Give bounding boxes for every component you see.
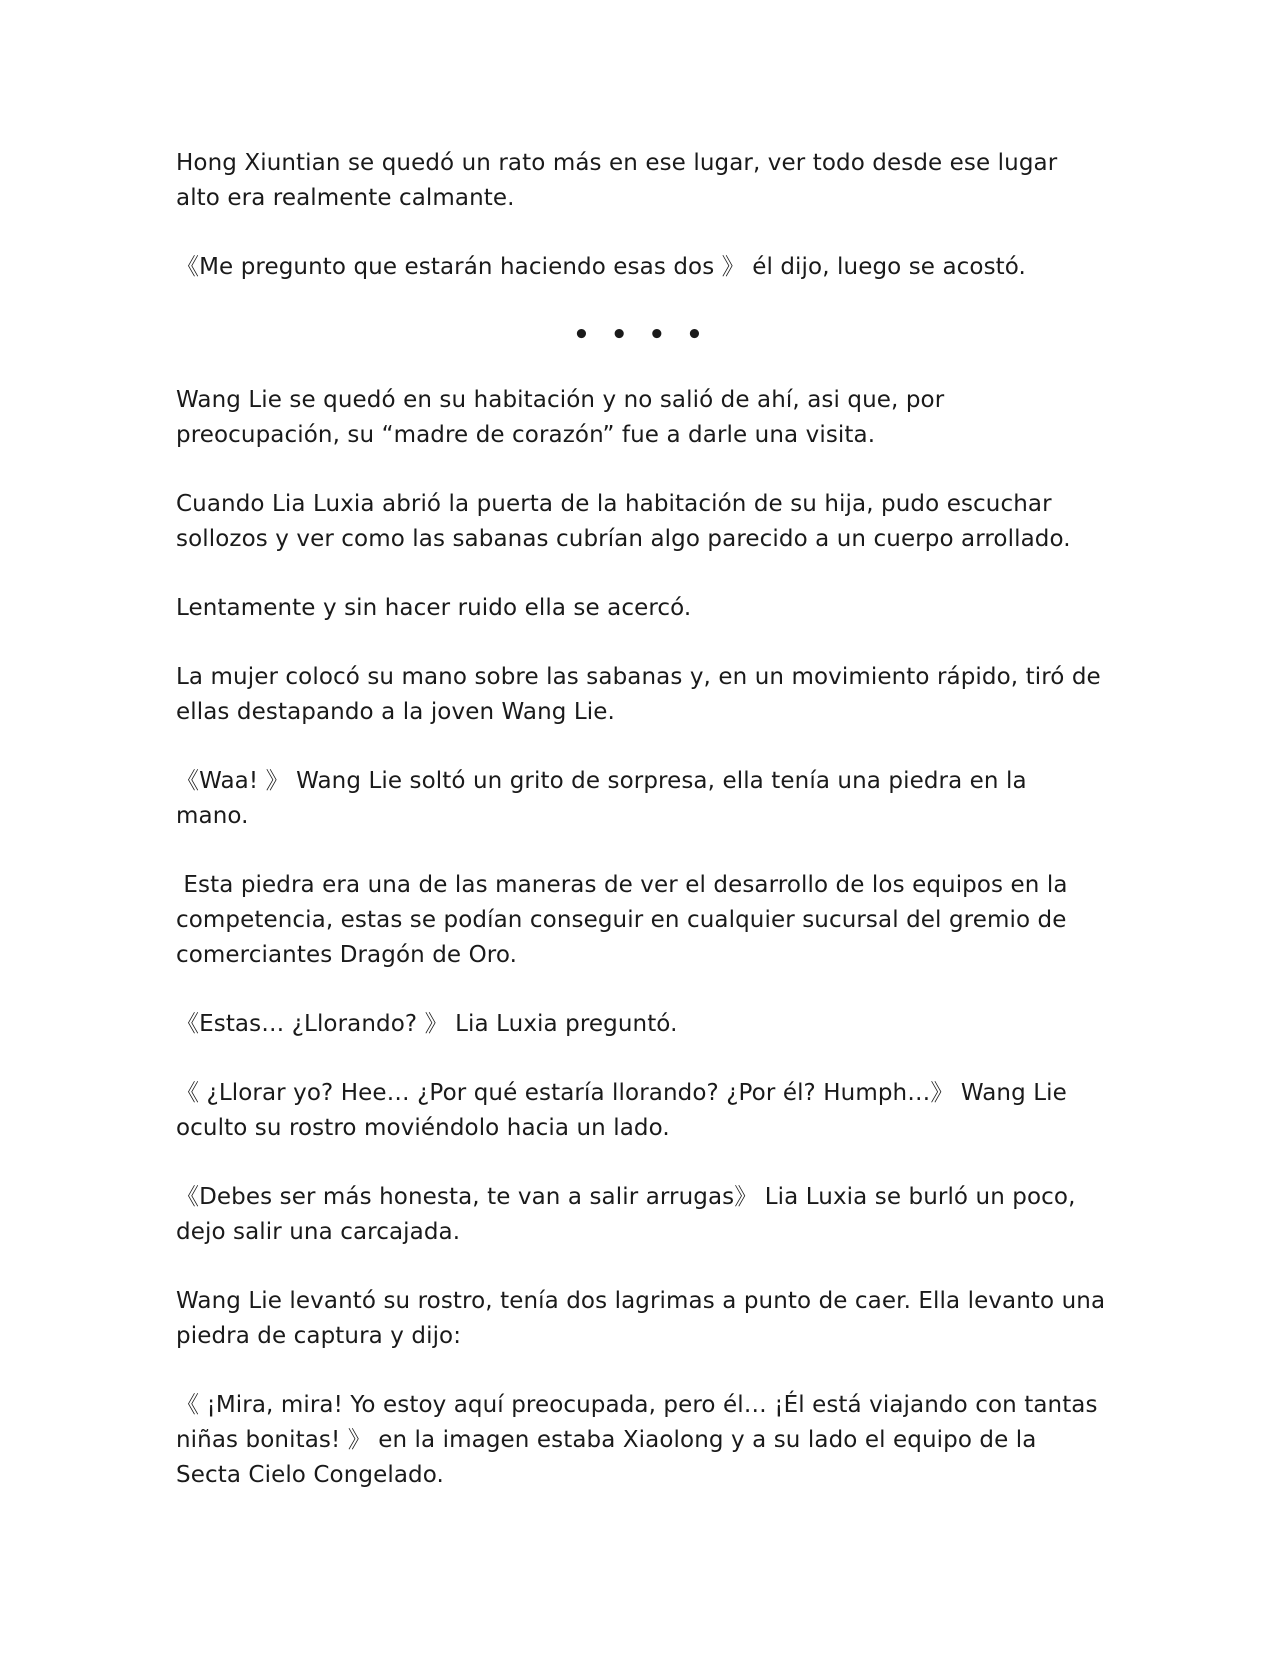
paragraph: La mujer colocó su mano sobre las sabanas y, en un movimiento rápido, tiró de ellas destapando a la joven Wang Lie. — [176, 664, 1109, 725]
paragraph: 《Debes ser más honesta, te van a salir arrugas》 Lia Luxia se burló un poco, dejo salir una carcajada. — [176, 1184, 1083, 1245]
paragraph: 《Estas… ¿Llorando? 》 Lia Luxia preguntó. — [176, 1011, 678, 1037]
paragraph: Wang Lie levantó su rostro, tenía dos lagrimas a punto de caer. Ella levanto una piedra de captura y dijo: — [176, 1288, 1113, 1349]
paragraph: Hong Xiuntian se quedó un rato más en ese lugar, ver todo desde ese lugar alto era realmente calmante. — [176, 150, 1065, 211]
paragraph: Wang Lie se quedó en su habitación y no salió de ahí, asi que, por preocupación, su “madre de corazón” fue a darle una visita. — [176, 387, 952, 448]
scene-separator: • • • • — [573, 320, 709, 350]
paragraph: 《 ¿Llorar yo? Hee… ¿Por qué estaría llorando? ¿Por él? Humph…》 Wang Lie oculto su rostro moviéndolo hacia un lado. — [176, 1080, 1075, 1141]
paragraph: 《Waa! 》 Wang Lie soltó un grito de sorpresa, ella tenía una piedra en la mano. — [176, 768, 1035, 829]
document-body — [176, 146, 1113, 1527]
paragraph: Esta piedra era una de las maneras de ver el desarrollo de los equipos en la competencia, estas se podían conseguir en cualquier sucursal del gremio de comerciantes Dragón de Oro. — [176, 872, 1075, 968]
paragraph: Cuando Lia Luxia abrió la puerta de la habitación de su hija, pudo escuchar sollozos y ver como las sabanas cubrían algo parecido a un cuerpo arrollado. — [176, 491, 1071, 552]
paragraph: Lentamente y sin hacer ruido ella se acercó. — [176, 595, 692, 621]
paragraph: 《 ¡Mira, mira! Yo estoy aquí preocupada, pero él… ¡Él está viajando con tantas niñas bonitas! 》 en la imagen estaba Xiaolong y a su lado el equipo de la Secta Cielo Congelado. — [176, 1392, 1106, 1488]
paragraph: 《Me pregunto que estarán haciendo esas dos 》 él dijo, luego se acostó. — [176, 254, 1026, 280]
